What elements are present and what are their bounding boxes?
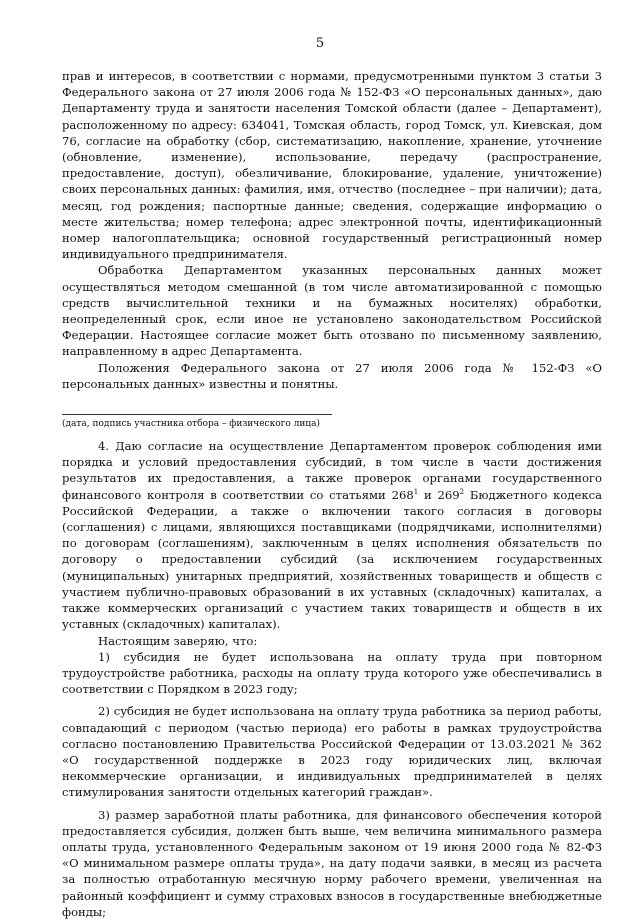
- paragraph-assurance-intro: Настоящим заверяю, что:: [98, 633, 258, 648]
- assurance-item-3: 3) размер заработной платы работника, для финансового обеспечения которой предоставляется субсидия, должен быть выше, чем величина минимального размера оплаты труда, установленного Федеральным законом от 19 июня 2000 года № 82-ФЗ «О минимальном размере оплаты труда», на дату подачи заявки, в месяц из расчета за полностью отработанную месячную норму рабочего времени, увеличенная на районный коэффициент и сумму страховых взносов в государственные внебюджетные фонды;: [62, 807, 602, 919]
- document-body: [62, 68, 602, 920]
- footnote-superscript-1: 1: [413, 487, 419, 496]
- item4-text-part2: и 269: [418, 487, 460, 502]
- footnote-superscript-2: 2: [459, 487, 465, 496]
- assurance-item-1: 1) субсидия не будет использована на оплату труда при повторном трудоустройстве работника, расходы на оплату труда которого уже обеспечивались в соответствии с Порядком в 2023 году;: [62, 649, 602, 697]
- signature-caption: (дата, подпись участника отбора – физического лица): [62, 419, 320, 430]
- paragraph-processing-method: Обработка Департаментом указанных персональных данных может осуществляться методом смешанной (в том числе автоматизированной с помощью средств вычислительной техники и на бумажных носителях) обработки, неопределенный срок, если иное не установлено законодательством Российской Федерации. Настоящее согласие может быть отозвано по письменному заявлению, направленному в адрес Департамента.: [62, 263, 602, 359]
- signature-line: [62, 414, 332, 415]
- page-number: 5: [315, 36, 325, 51]
- paragraph-item-4: [62, 438, 602, 632]
- paragraph-law-acknowledgement: Положения Федерального закона от 27 июля 2006 года № 152-ФЗ «О персональных данных» известны и понятны.: [62, 360, 602, 391]
- paragraph-consent-personal-data: прав и интересов, в соответствии с нормами, предусмотренными пунктом 3 статьи 3 Федерального закона от 27 июля 2006 года № 152-ФЗ «О персональных данных», даю Департаменту труда и занятости населения Томской области (далее – Департамент), расположенному по адресу: 634041, Томская область, город Томск, ул. Киевская, дом 76, согласие на обработку (сбор, систематизацию, накопление, хранение, уточнение (обновление, изменение), использование, передачу (распространение, предоставление, доступ), обезличивание, блокирование, удаление, уничтожение) своих персональных данных: фамилия, имя, отчество (последнее – при наличии); дата, месяц, год рождения; паспортные данные; сведения, содержащие информацию о месте жительства; номер телефона; адрес электронной почты, идентификационный номер налогоплательщика; основной государственный регистрационный номер индивидуального предпринимателя.: [62, 69, 602, 262]
- assurance-item-2: 2) субсидия не будет использована на оплату труда работника за период работы, совпадающий с периодом (частью периода) его работы в рамках трудоустройства согласно постановлению Правительства Российской Федерации от 13.03.2021 № 362 «О государственной поддержке в 2023 году юридических лиц, включая некоммерческие организации, и индивидуальных предпринимателей в целях стимулирования занятости отдельных категорий граждан».: [62, 704, 602, 800]
- item4-text-part1: 4. Даю согласие на осуществление Департаментом проверок соблюдения ими порядка и условий предоставления субсидий, в том числе в части достижения результатов их предоставления, а также проверок органами государственного финансового контроля в соответствии со статьями 268: [62, 439, 602, 502]
- item4-text-part3: Бюджетного кодекса Российской Федерации, а также о включении такого согласия в договоры (соглашения) с лицами, являющихся поставщиками (подрядчиками, исполнителями) по договорам (соглашениям), заключенным в целях исполнения обязательств по договору о предоставлении субсидий (за исключением государственных (муниципальных) унитарных предприятий, хозяйственных товариществ и обществ с участием публично-правовых образований в их уставных (складочных) капиталах, а также коммерческих организаций с участием таких товариществ и обществ в их уставных (складочных) капиталах).: [62, 487, 603, 632]
